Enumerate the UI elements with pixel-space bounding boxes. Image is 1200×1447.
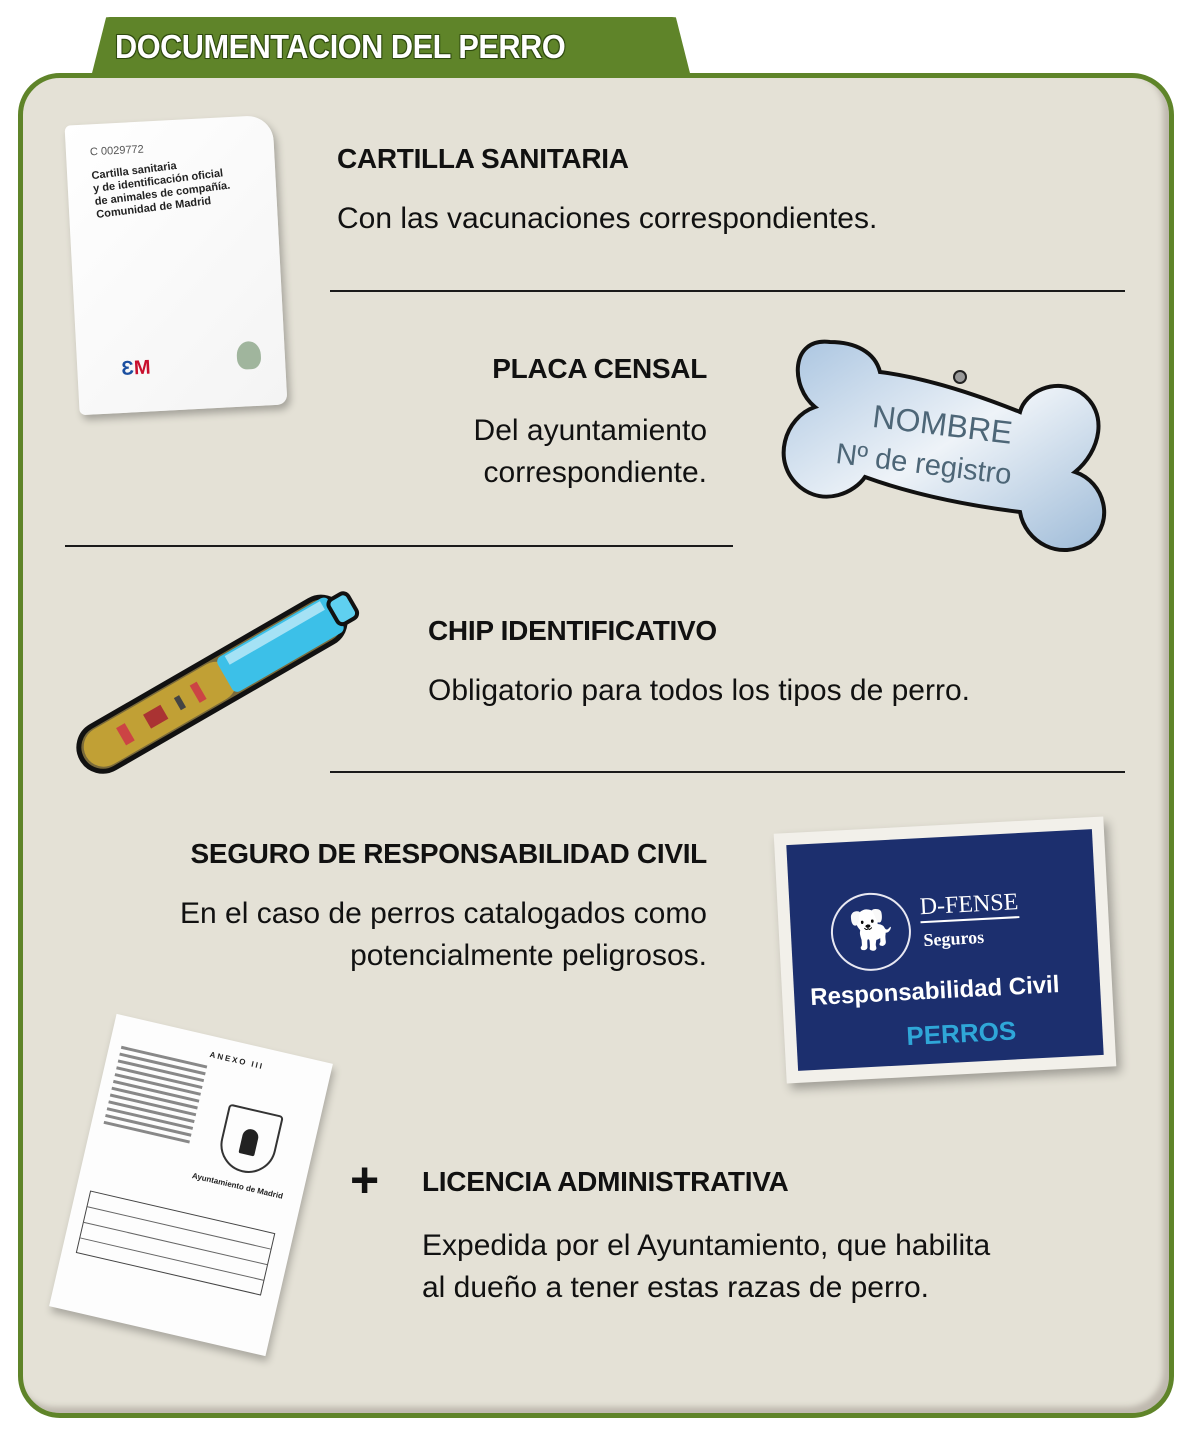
section-desc-seguro-line2: potencialmente peligrosos. bbox=[350, 939, 707, 972]
section-heading-chip: CHIP IDENTIFICATIVO bbox=[428, 615, 717, 646]
dog-logo-icon bbox=[829, 891, 913, 973]
section-desc-placa-line2: correspondiente. bbox=[483, 456, 707, 489]
madrid-logo-icon: ƐM bbox=[120, 356, 152, 380]
section-desc-licencia-line2: al dueño a tener estas razas de perro. bbox=[422, 1271, 929, 1304]
section-heading-licencia: LICENCIA ADMINISTRATIVA bbox=[422, 1166, 789, 1197]
section-heading-seguro: SEGURO DE RESPONSABILIDAD CIVIL bbox=[190, 838, 707, 869]
license-text-lines bbox=[103, 1046, 208, 1148]
page-title: DOCUMENTACION DEL PERRO bbox=[115, 28, 566, 65]
bone-tag-registry: Nº de registro bbox=[834, 438, 1014, 492]
bone-tag-name: NOMBRE bbox=[870, 398, 1015, 451]
section-desc-cartilla: Con las vacunaciones correspondientes. bbox=[337, 202, 878, 235]
section-desc-placa-line1: Del ayuntamiento bbox=[473, 414, 707, 447]
divider bbox=[330, 290, 1125, 292]
section-heading-placa: PLACA CENSAL bbox=[492, 353, 707, 384]
section-desc-seguro-line1: En el caso de perros catalogados como bbox=[180, 897, 707, 930]
license-form-table bbox=[76, 1190, 276, 1295]
license-annex: ANEXO III bbox=[208, 1050, 265, 1072]
plus-icon: + bbox=[350, 1152, 380, 1208]
insurance-brand-sub: Seguros bbox=[922, 926, 985, 951]
divider bbox=[330, 771, 1125, 773]
bone-tag-image bbox=[770, 332, 1110, 567]
insurance-card-image bbox=[774, 817, 1117, 1084]
license-issuer: Ayuntamiento de Madrid bbox=[191, 1171, 284, 1201]
booklet-title: Cartilla sanitaria y de identificación oficial de animales de compañía. Comunidad de Madrid bbox=[90, 159, 231, 221]
crest-icon bbox=[236, 341, 261, 370]
insurance-card-subtitle: PERROS bbox=[905, 1015, 1017, 1052]
insurance-brand: D-FENSE bbox=[919, 889, 1019, 923]
health-booklet-image bbox=[65, 115, 288, 415]
section-desc-chip: Obligatorio para todos los tipos de perro. bbox=[428, 674, 970, 707]
section-desc-licencia-line1: Expedida por el Ayuntamiento, que habilita bbox=[422, 1229, 991, 1262]
booklet-code: C 0029772 bbox=[89, 143, 145, 159]
section-heading-cartilla: CARTILLA SANITARIA bbox=[337, 143, 629, 174]
insurance-card-title: Responsabilidad Civil bbox=[809, 971, 1061, 1012]
divider bbox=[65, 545, 733, 547]
microchip-image bbox=[64, 575, 384, 775]
madrid-coat-of-arms-icon bbox=[215, 1104, 284, 1179]
